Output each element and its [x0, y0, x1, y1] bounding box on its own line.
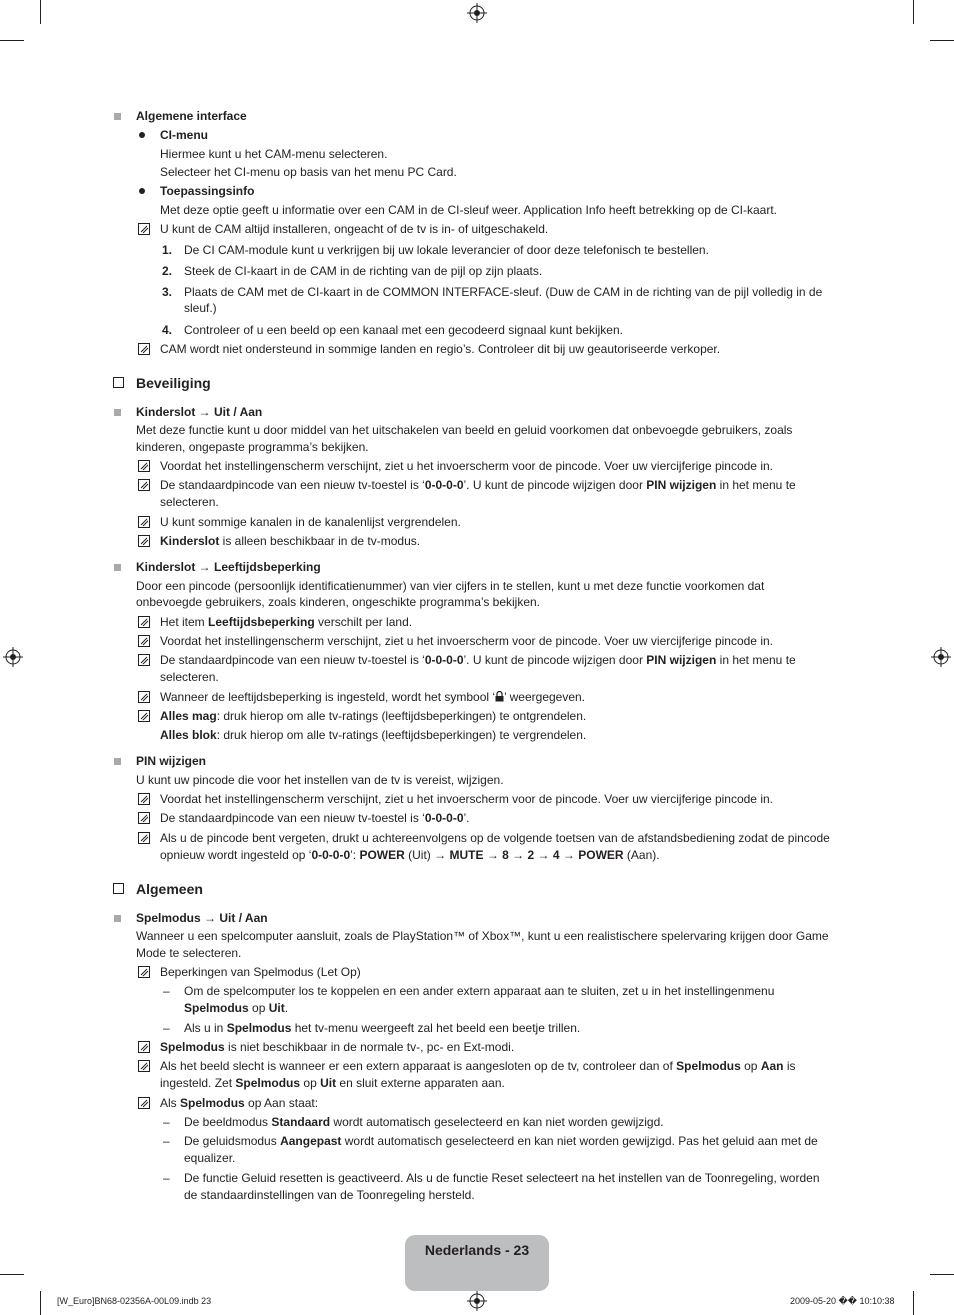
- note-text: selecteren.: [160, 670, 219, 684]
- note-icon: [138, 1041, 150, 1053]
- note-text: Kinderslot is alleen beschikbaar in de tv-modus.: [160, 534, 421, 548]
- step-text: Steek de CI-kaart in de CAM in de richting van de pijl op zijn plaats.: [184, 264, 543, 278]
- page-number-label: Nederlands - 23: [424, 1242, 530, 1258]
- note-icon: [138, 812, 150, 824]
- note-text: U kunt sommige kanalen in de kanalenlijst vergrendelen.: [160, 515, 461, 529]
- subsection-heading: Kinderslot → Leeftijdsbeperking: [136, 560, 321, 574]
- step-text: Plaats de CAM met de CI-kaart in de COMMON INTERFACE-sleuf. (Duw de CAM in de richting van de pijl volledig in de: [184, 285, 823, 299]
- square-bullet-icon: [114, 915, 121, 922]
- note-icon: [138, 460, 150, 472]
- body-text: kinderen, ongepaste programma’s bekijken.: [136, 440, 369, 454]
- dash-item-text: Spelmodus op Uit.: [184, 1001, 289, 1015]
- registration-mark-icon: [467, 1291, 487, 1311]
- note-text: De standaardpincode van een nieuw tv-toestel is ‘0-0-0-0’.: [160, 811, 470, 825]
- note-text: De standaardpincode van een nieuw tv-toestel is ‘0-0-0-0’. U kunt de pincode wijzigen door PIN wijzigen in het menu te: [160, 653, 796, 667]
- note-text: Als het beeld slecht is wanneer er een extern apparaat is aangesloten op de tv, controleer dan of Spelmodus op Aan is: [160, 1059, 796, 1073]
- note-text: Voordat het instellingenscherm verschijnt, ziet u het invoerscherm voor de pincode. Voer uw viercijferige pincode in.: [160, 459, 773, 473]
- note-text: Het item Leeftijdsbeperking verschilt per land.: [160, 615, 413, 629]
- bullet-icon: [139, 188, 145, 194]
- step-text: sleuf.): [184, 301, 217, 315]
- square-bullet-icon: [114, 564, 121, 571]
- body-text: Selecteer het CI-menu op basis van het menu PC Card.: [160, 165, 457, 179]
- note-icon: [138, 616, 150, 628]
- note-text: Als u de pincode bent vergeten, drukt u achtereenvolgens op de volgende toetsen van de afstandsbediening zodat de pincode: [160, 831, 830, 845]
- dash-item-text: Als u in Spelmodus het tv-menu weergeeft zal het beeld een beetje trillen.: [184, 1021, 581, 1035]
- square-bullet-icon: [114, 113, 121, 120]
- note-text: Voordat het instellingenscherm verschijnt, ziet u het invoerscherm voor de pincode. Voer uw viercijferige pincode in.: [160, 792, 773, 806]
- step-number: 1.: [162, 243, 173, 257]
- section-checkbox-icon: [113, 377, 124, 388]
- dash-item-text: de standaardinstellingen van de Toonregeling hersteld.: [184, 1188, 475, 1202]
- item-title: CI-menu: [160, 128, 208, 142]
- note-icon: [138, 966, 150, 978]
- note-icon: [138, 793, 150, 805]
- note-text: U kunt de CAM altijd installeren, ongeacht of de tv is in- of uitgeschakeld.: [160, 222, 549, 236]
- note-icon: [138, 654, 150, 666]
- note-text: opnieuw wordt ingesteld op ‘0-0-0-0’: POWER (Uit) → MUTE → 8 → 2 → 4 → POWER (Aan).: [160, 848, 660, 862]
- section-checkbox-icon: [113, 883, 124, 894]
- subsection-heading: Kinderslot → Uit / Aan: [136, 405, 263, 419]
- note-icon: [138, 535, 150, 547]
- dash-item-text: De functie Geluid resetten is geactiveerd. Als u de functie Reset selecteert na het instellen van de Toonregeling, worden: [184, 1171, 820, 1185]
- registration-mark-icon: [3, 647, 23, 667]
- note-text: Alles mag: druk hierop om alle tv-ratings (leeftijdsbeperkingen) te ontgrendelen.: [160, 709, 587, 723]
- print-slug-right: 2009-05-20 �� 10:10:38: [790, 1296, 895, 1306]
- body-text: Door een pincode (persoonlijk identificatienummer) van vier cijfers in te stellen, kunt u met deze functie voorkomen dat: [136, 579, 765, 593]
- note-text: Wanneer de leeftijdsbeperking is ingesteld, wordt het symbool ‘ ’ weergegeven.: [160, 690, 586, 704]
- crop-mark: [0, 40, 24, 41]
- dash-item-text: equalizer.: [184, 1151, 236, 1165]
- crop-mark: [0, 1274, 24, 1275]
- dash-bullet: –: [163, 1134, 170, 1148]
- step-text: De CI CAM-module kunt u verkrijgen bij uw lokale leverancier of door deze telefonisch te bestellen.: [184, 243, 709, 257]
- note-icon: [138, 1097, 150, 1109]
- square-bullet-icon: [114, 409, 121, 416]
- note-icon: [138, 635, 150, 647]
- crop-mark: [40, 1291, 41, 1315]
- note-text: Spelmodus is niet beschikbaar in de normale tv-, pc- en Ext-modi.: [160, 1040, 515, 1054]
- dash-item-text: Om de spelcomputer los te koppelen en een ander extern apparaat aan te sluiten, zet u in het instellingenmenu: [184, 984, 775, 998]
- note-icon: [138, 691, 150, 703]
- crop-mark: [930, 40, 954, 41]
- registration-mark-icon: [931, 647, 951, 667]
- note-icon: [138, 479, 150, 491]
- body-text: Met deze functie kunt u door middel van het uitschakelen van beeld en geluid voorkomen dat onbevoegde gebruikers, zoals: [136, 423, 793, 437]
- body-text: onbevoegde gebruikers, zoals kinderen, ongeschikte programma’s bekijken.: [136, 595, 541, 609]
- note-icon: [138, 516, 150, 528]
- crop-mark: [913, 1291, 914, 1315]
- note-text: selecteren.: [160, 495, 219, 509]
- bullet-icon: [139, 132, 145, 138]
- note-icon: [138, 710, 150, 722]
- step-number: 3.: [162, 285, 173, 299]
- note-icon: [138, 223, 150, 235]
- body-text: Hiermee kunt u het CAM-menu selecteren.: [160, 147, 388, 161]
- subsection-heading: PIN wijzigen: [136, 754, 207, 768]
- step-number: 2.: [162, 264, 173, 278]
- note-icon: [138, 1060, 150, 1072]
- note-text: Voordat het instellingenscherm verschijnt, ziet u het invoerscherm voor de pincode. Voer uw viercijferige pincode in.: [160, 634, 773, 648]
- item-title: Toepassingsinfo: [160, 184, 255, 198]
- body-text: Mode te selecteren.: [136, 946, 242, 960]
- dash-item-text: De geluidsmodus Aangepast wordt automatisch geselecteerd en kan niet worden gewijzigd. Pas het geluid aan met de: [184, 1134, 818, 1148]
- step-text: Controleer of u een beeld op een kanaal met een gecodeerd signaal kunt bekijken.: [184, 323, 623, 337]
- crop-mark: [40, 0, 41, 24]
- note-icon: [138, 343, 150, 355]
- subsection-heading: Spelmodus → Uit / Aan: [136, 911, 268, 925]
- print-slug-left: [W_Euro]BN68-02356A-00L09.indb 23: [57, 1296, 212, 1306]
- note-text: ingesteld. Zet Spelmodus op Uit en sluit externe apparaten aan.: [160, 1076, 505, 1090]
- dash-bullet: –: [163, 1115, 170, 1129]
- note-text: Beperkingen van Spelmodus (Let Op): [160, 965, 361, 979]
- note-text: Als Spelmodus op Aan staat:: [160, 1096, 319, 1110]
- note-text: De standaardpincode van een nieuw tv-toestel is ‘0-0-0-0’. U kunt de pincode wijzigen door PIN wijzigen in het menu te: [160, 478, 796, 492]
- dash-bullet: –: [163, 1171, 170, 1185]
- step-number: 4.: [162, 323, 173, 337]
- square-bullet-icon: [114, 758, 121, 765]
- body-text: Wanneer u een spelcomputer aansluit, zoals de PlayStation™ of Xbox™, kunt u een realistischere spelervaring krijgen door Game: [136, 929, 829, 943]
- lock-icon: [495, 691, 504, 702]
- section-title: Beveiliging: [136, 375, 211, 391]
- section-title: Algemeen: [136, 881, 203, 897]
- body-text: U kunt uw pincode die voor het instellen van de tv is vereist, wijzigen.: [136, 773, 504, 787]
- note-text: Alles blok: druk hierop om alle tv-ratings (leeftijdsbeperkingen) te vergrendelen.: [160, 728, 587, 742]
- dash-item-text: De beeldmodus Standaard wordt automatisch geselecteerd en kan niet worden gewijzigd.: [184, 1115, 664, 1129]
- note-text: CAM wordt niet ondersteund in sommige landen en regio’s. Controleer dit bij uw geautoriseerde verkoper.: [160, 342, 721, 356]
- dash-bullet: –: [163, 984, 170, 998]
- note-icon: [138, 832, 150, 844]
- subsection-heading: Algemene interface: [136, 109, 247, 123]
- body-text: Met deze optie geeft u informatie over een CAM in de CI-sleuf weer. Application Info heeft betrekking op de CI-kaart.: [160, 203, 778, 217]
- crop-mark: [930, 1274, 954, 1275]
- dash-bullet: –: [163, 1021, 170, 1035]
- registration-mark-icon: [467, 3, 487, 23]
- crop-mark: [913, 0, 914, 24]
